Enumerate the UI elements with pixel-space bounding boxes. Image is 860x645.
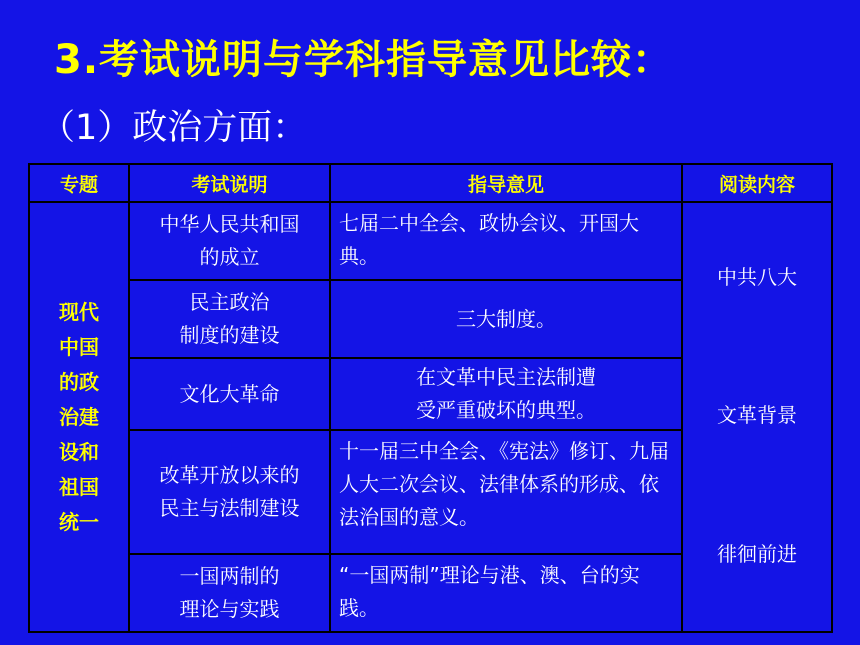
guide-cell: 三大制度。 xyxy=(330,280,682,358)
exam-line: 的成立 xyxy=(199,245,260,269)
table-header-row xyxy=(29,164,832,202)
guide-line: 受严重破坏的典型。 xyxy=(416,398,596,422)
header-guidance: 指导意见 xyxy=(330,164,682,202)
exam-line: 中华人民共和国 xyxy=(159,212,300,236)
topic-line: 的政 xyxy=(59,369,99,394)
guide-line: 在文革中民主法制遭 xyxy=(416,365,596,389)
exam-line: 民主政治 xyxy=(189,290,270,314)
exam-line: 改革开放以来的 xyxy=(159,463,300,487)
topic-line: 祖国 xyxy=(59,474,99,499)
section-subtitle: （1）政治方面： xyxy=(40,108,308,148)
exam-cell: 文化大革命 xyxy=(129,358,330,430)
topic-line: 治建 xyxy=(59,404,99,429)
table-row xyxy=(29,202,832,280)
reading-item: 文革背景 xyxy=(717,403,797,427)
topic-line: 设和 xyxy=(59,439,99,464)
slide-title: 3.考试说明与学科指导意见比较： xyxy=(54,37,674,83)
exam-cell xyxy=(129,202,330,280)
topic-line: 中国 xyxy=(59,334,99,359)
reading-cell xyxy=(682,202,832,632)
comparison-table xyxy=(28,163,833,633)
topic-cell xyxy=(29,202,129,632)
exam-line: 民主与法制建设 xyxy=(159,496,300,520)
header-exam-description: 考试说明 xyxy=(129,164,330,202)
exam-cell xyxy=(129,280,330,358)
topic-line: 现代 xyxy=(59,299,99,324)
header-topic: 专题 xyxy=(29,164,129,202)
header-reading: 阅读内容 xyxy=(682,164,832,202)
exam-line: 理论与实践 xyxy=(179,597,280,621)
exam-cell xyxy=(129,430,330,554)
topic-line: 统一 xyxy=(59,509,99,534)
reading-item: 中共八大 xyxy=(717,265,797,289)
guide-cell: 七届二中全会、政协会议、开国大典。 xyxy=(330,202,682,280)
reading-item: 徘徊前进 xyxy=(717,542,797,566)
guide-cell xyxy=(330,358,682,430)
exam-cell xyxy=(129,554,330,632)
exam-line: 制度的建设 xyxy=(179,323,280,347)
guide-cell: “一国两制”理论与港、澳、台的实践。 xyxy=(330,554,682,632)
exam-line: 一国两制的 xyxy=(179,564,280,588)
guide-cell: 十一届三中全会、《宪法》修订、九届人大二次会议、法律体系的形成、依法治国的意义。 xyxy=(330,430,682,554)
